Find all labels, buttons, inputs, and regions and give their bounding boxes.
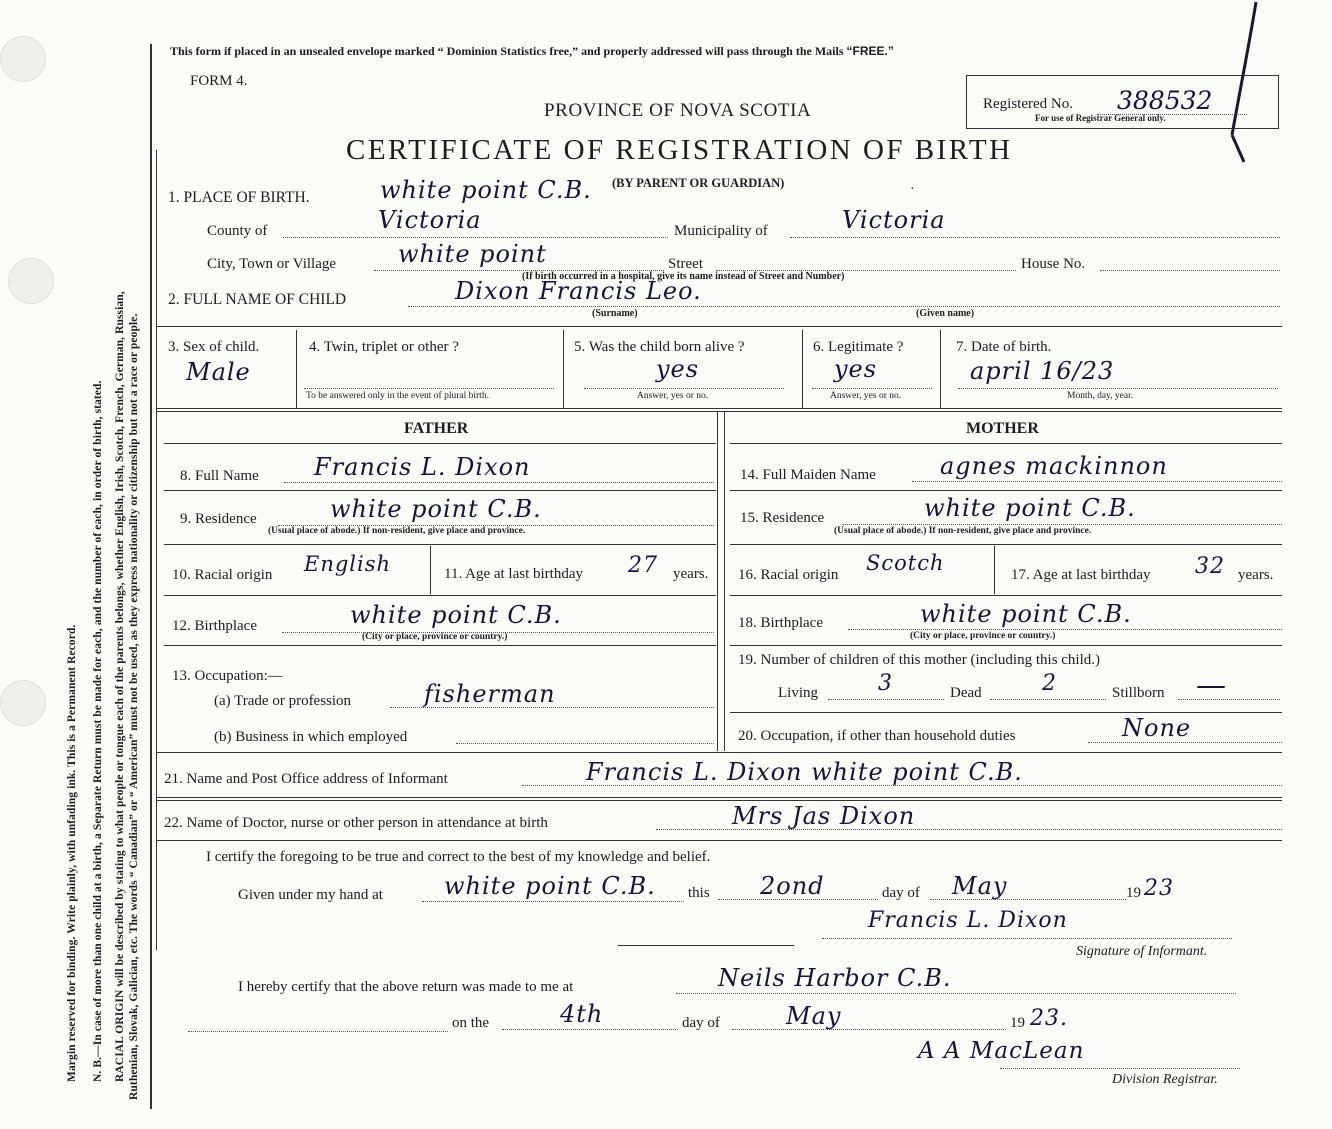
hospital-note: (If birth occurred in a hospital, give its name instead of Street and Number) [522,271,845,282]
registrar-day-dots [502,1029,678,1030]
binding-line-inner [156,150,157,950]
rule-after-name [157,326,1282,327]
father-heading: FATHER [404,420,469,437]
rule-after-row3b [157,411,1282,412]
registrar-caption: Division Registrar. [1112,1072,1218,1087]
alive-note: Answer, yes or no. [637,391,709,401]
registrar-statement: I hereby certify that the above return was made to me at [238,979,574,995]
mother-birthplace-value: white point C.B. [920,600,1132,628]
pen-stroke [1210,0,1290,170]
date-note: Month, day, year. [1067,391,1134,401]
registrar-year-value: 23. [1030,1006,1068,1031]
father-res-note: (Usual place of abode.) If non-resident, give place and province. [268,526,526,536]
certify-statement: I certify the foregoing to be true and correct to the best of my knowledge and belief. [206,849,711,865]
given-year-value: 23 [1144,876,1174,901]
mother-living-dots [828,699,944,700]
mother-occ-value: None [1122,714,1192,742]
mother-age-value: 32 [1195,554,1225,579]
mother-occ-label: 20. Occupation, if other than household duties [738,728,1016,744]
father-age-label: 11. Age at last birthday [444,566,583,582]
province-heading: PROVINCE OF NOVA SCOTIA [544,100,812,121]
twin-label: 4. Twin, triplet or other ? [309,339,459,355]
mother-racial-label: 16. Racial origin [738,567,839,583]
given-day-value: 2ond [760,872,825,900]
legit-label: 6. Legitimate ? [813,339,904,355]
registrar-year-prefix: 19 [1010,1015,1025,1031]
informant-signature-caption: Signature of Informant. [1076,944,1208,959]
mother-res-note: (Usual place of abode.) If non-resident, give place and province. [834,526,1092,536]
subtitle-parent: (BY PARENT OR GUARDIAN) [612,176,785,190]
father-racial-value: English [304,552,392,576]
father-name-value: Francis L. Dixon [314,453,531,481]
city-label: City, Town or Village [207,256,337,272]
short-divider [618,945,794,946]
child-name-value: Dixon Francis Leo. [455,277,702,305]
mother-birthplace-dots [848,629,1282,630]
punch-hole-top [0,36,46,82]
date-value: april 16/23 [970,357,1115,385]
municipality-label: Municipality of [674,223,768,239]
parents-div-left [717,411,718,751]
informant-label: 21. Name and Post Office address of Informant [164,771,448,787]
mother-years: years. [1238,567,1274,583]
father-rule-3 [164,544,716,545]
city-value: white point [398,240,547,268]
county-value: Victoria [378,206,482,234]
alive-dots [584,388,784,389]
mother-dead-dots [990,699,1106,700]
rule-after-row3 [157,408,1282,409]
father-rule-1 [164,443,716,444]
given-place-dots [422,901,684,902]
mother-birthplace-note: (City or place, province or country.) [910,631,1056,641]
margin-note-racial-origin: RACIAL ORIGIN will be described by stating to what people or tongue each of the parents belongs, whether English, Irish, Scotch, French, German, Russian, [114,291,126,1082]
father-occ-label: 13. Occupation:— [172,668,283,684]
street-label: Street [668,256,703,272]
mother-rule-6 [730,712,1282,713]
legit-value: yes [834,355,878,383]
legit-dots [812,388,932,389]
father-racial-label: 10. Racial origin [172,567,273,583]
mother-occ-dots [1088,742,1282,743]
father-res-value: white point C.B. [330,495,542,523]
mail-notice-text: This form if placed in an unsealed envelope marked “ Dominion Statistics free,” and properly addressed will pass through the Mails [170,44,844,58]
mother-res-value: white point C.B. [924,494,1136,522]
place-label: 1. PLACE OF BIRTH. [168,189,310,206]
mother-row16-div [994,546,995,594]
house-label: House No. [1021,256,1086,272]
surname-note: (Surname) [592,308,638,319]
father-birthplace-note: (City or place, province or country.) [362,632,508,642]
mother-name-label: 14. Full Maiden Name [740,467,876,483]
rule-after-doctor [157,840,1282,841]
father-res-label: 9. Residence [180,511,257,527]
punch-hole-middle [8,258,54,304]
registrar-on-the: on the [452,1015,490,1031]
given-this-label: this [688,885,710,901]
mother-name-value: agnes mackinnon [940,452,1168,480]
doctor-value: Mrs Jas Dixon [732,802,916,830]
mother-res-dots [842,524,1282,525]
father-birthplace-value: white point C.B. [350,601,562,629]
county-dots [283,237,668,238]
given-place-value: white point C.B. [444,872,656,900]
mother-rule-4 [730,595,1282,596]
father-rule-2 [164,490,716,491]
alive-label: 5. Was the child born alive ? [574,339,745,355]
registrar-place-value: Neils Harbor C.B. [718,964,952,992]
given-year-prefix: 19 [1126,885,1141,901]
father-name-dots [284,482,714,483]
punch-hole-bottom [0,680,46,726]
registrar-month-value: May [786,1002,842,1030]
mother-stillborn-label: Stillborn [1112,685,1165,701]
mother-stillborn-value: — [1196,668,1227,703]
given-note: (Given name) [916,308,975,319]
registrar-signature: A A MacLean [918,1038,1085,1064]
father-trade-value: fisherman [424,680,556,708]
mother-rule-5 [730,645,1282,646]
place-mark: · [910,182,915,197]
doctor-label: 22. Name of Doctor, nurse or other person in attendance at birth [164,815,548,831]
registrar-line-dots [188,1031,448,1032]
registered-label: Registered No. [983,96,1073,112]
given-month-value: May [952,872,1008,900]
date-dots [958,388,1278,389]
sex-label: 3. Sex of child. [168,339,260,355]
mother-living-label: Living [778,685,818,701]
date-label: 7. Date of birth. [956,339,1052,355]
registrar-dayof-label: day of [682,1015,720,1031]
legit-note: Answer, yes or no. [830,391,902,401]
municipality-dots [790,237,1280,238]
municipality-value: Victoria [842,206,946,234]
registrar-month-dots [732,1029,1006,1030]
father-row10-div [430,546,431,594]
mother-rule-3 [730,544,1282,545]
certificate-title: CERTIFICATE OF REGISTRATION OF BIRTH [346,134,1013,166]
given-dayof-label: day of [882,885,920,901]
mother-racial-value: Scotch [866,551,945,575]
father-name-label: 8. Full Name [180,468,259,484]
mother-dead-value: 2 [1042,671,1057,696]
mother-stillborn-dots [1178,699,1280,700]
rule-after-parents [157,752,1282,753]
registrar-day-value: 4th [560,1000,604,1028]
row3-div-4 [940,330,941,408]
twin-dots [304,388,554,389]
row3-div-1 [296,330,297,408]
mother-children-label: 19. Number of children of this mother (including this child.) [738,652,1101,668]
form-label: FORM 4. [190,73,248,89]
twin-note: To be answered only in the event of plural birth. [306,391,489,401]
father-rule-5 [164,645,716,646]
informant-signature-dots [822,938,1232,939]
mother-birthplace-label: 18. Birthplace [738,615,823,631]
given-label: Given under my hand at [238,887,383,903]
row3-div-3 [802,330,803,408]
mother-name-dots [912,481,1282,482]
margin-note-binding: Margin reserved for binding. Write plainly, with unfading ink. This is a Permanent Record. [66,624,78,1082]
mother-rule-2 [730,490,1282,491]
parents-div-right [724,411,725,751]
mail-notice [170,44,894,59]
mother-res-label: 15. Residence [740,510,825,526]
rule-after-informant-b [157,800,1282,801]
father-age-value: 27 [628,553,658,578]
father-rule-4 [164,595,716,596]
sex-value: Male [186,358,251,386]
mother-rule-1 [730,443,1282,444]
father-business-label: (b) Business in which employed [214,729,408,745]
mother-dead-label: Dead [950,685,982,701]
informant-signature: Francis L. Dixon [868,908,1068,933]
father-birthplace-label: 12. Birthplace [172,618,257,634]
father-trade-label: (a) Trade or profession [214,693,352,709]
father-business-dots [456,743,714,744]
county-label: County of [207,223,268,239]
alive-value: yes [656,355,700,383]
mother-living-value: 3 [878,671,893,696]
mother-heading: MOTHER [966,420,1039,437]
registered-note: For use of Registrar General only. [1035,113,1166,123]
child-name-dots [408,306,1280,307]
mother-age-label: 17. Age at last birthday [1011,567,1151,583]
row3-div-2 [563,330,564,408]
registered-number: 388532 [1117,86,1213,115]
margin-note-racial-origin-cont: Ruthenian, Slovak, Galician, etc. The words “ Canadian” or “ American” must not be used, as they express nationality or citizenship but not a race or people. [128,313,140,1100]
informant-value: Francis L. Dixon white point C.B. [586,758,1023,786]
father-years: years. [673,566,709,582]
binding-line [150,44,152,1109]
place-value: white point C.B. [380,176,592,204]
registrar-signature-dots [1000,1068,1240,1069]
mail-notice-free: “FREE.” [846,44,894,58]
house-dots [1100,270,1280,271]
child-name-label: 2. FULL NAME OF CHILD [168,291,347,308]
registrar-place-dots [676,993,1236,994]
margin-note-multiple-births: N. B.—In case of more than one child at a birth, a Separate Return must be made for each, and the number of each, in order of birth, stated. [92,380,104,1082]
rule-after-informant [157,797,1282,798]
